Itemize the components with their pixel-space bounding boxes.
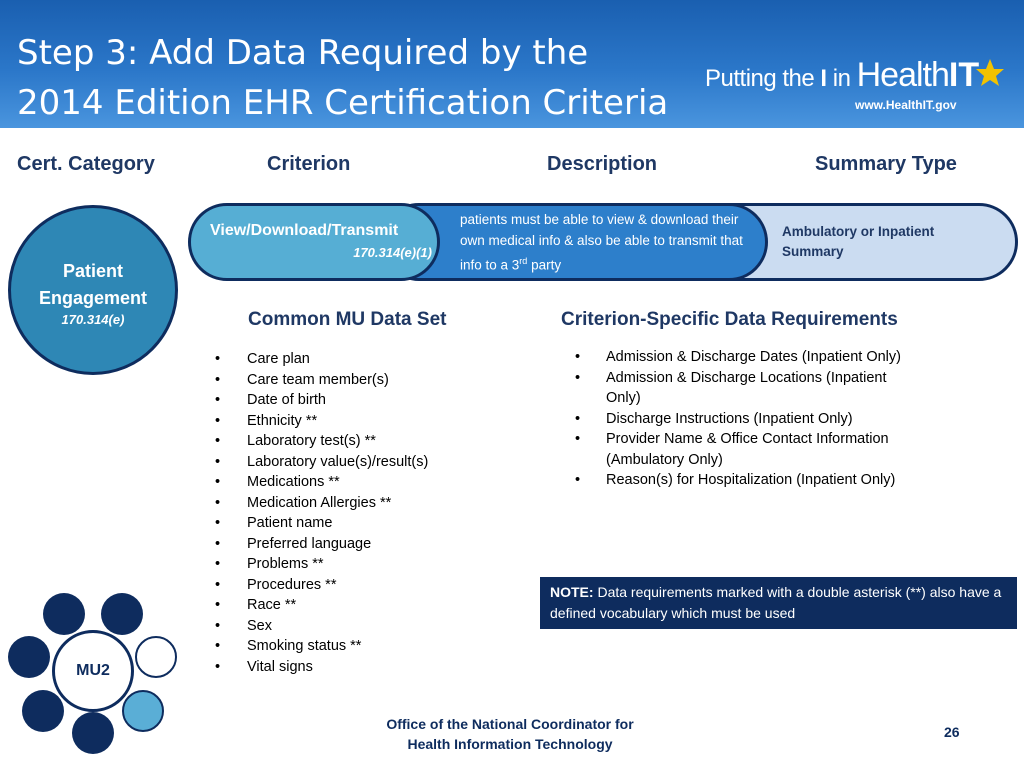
column-head-description: Description bbox=[547, 153, 658, 175]
list-item: • Provider Name & Office Contact Information (Ambulatory Only) bbox=[575, 429, 910, 470]
list-item: • Reason(s) for Hospitalization (Inpatient Only) bbox=[575, 470, 910, 491]
list-item: • Laboratory test(s) ** bbox=[215, 431, 428, 452]
star-icon bbox=[975, 58, 1005, 88]
column-head-summary-type: Summary Type bbox=[815, 153, 957, 175]
page-number: 26 bbox=[944, 724, 960, 740]
list-item: • Sex bbox=[215, 616, 428, 637]
specific-list bbox=[575, 347, 910, 491]
mu-objective-dot bbox=[72, 712, 114, 754]
logo-in-text: in bbox=[826, 65, 857, 92]
mu-objective-dot bbox=[43, 593, 85, 635]
column-head-cert-category: Cert. Category bbox=[17, 153, 155, 175]
mu2-badge: MU2 bbox=[52, 630, 134, 712]
description-text-sup: rd bbox=[519, 256, 528, 266]
common-set-list bbox=[215, 349, 428, 677]
criterion-name: View/Download/Transmit bbox=[210, 222, 399, 239]
mu-objective-dot bbox=[22, 690, 64, 732]
logo-i: I bbox=[820, 65, 827, 92]
mu-objective-dot bbox=[8, 636, 50, 678]
list-item: • Smoking status ** bbox=[215, 636, 428, 657]
list-item: • Date of birth bbox=[215, 390, 428, 411]
list-item: • Ethnicity ** bbox=[215, 411, 428, 432]
list-item: • Medications ** bbox=[215, 472, 428, 493]
note-text: Data requirements marked with a double asterisk (**) also have a defined vocabulary which must be used bbox=[550, 584, 1002, 621]
slide-header bbox=[0, 0, 1024, 128]
list-item: • Care team member(s) bbox=[215, 370, 428, 391]
healthit-url: www.HealthIT.gov bbox=[855, 98, 957, 112]
criterion-pill bbox=[188, 203, 440, 281]
note-label: NOTE: bbox=[550, 584, 594, 600]
footer bbox=[360, 714, 660, 754]
criterion-code: 170.314(e)(1) bbox=[353, 245, 432, 260]
list-item: • Medication Allergies ** bbox=[215, 493, 428, 514]
list-item: • Admission & Discharge Locations (Inpatient Only) bbox=[575, 368, 910, 409]
column-head-criterion: Criterion bbox=[267, 153, 351, 175]
slide-title-line2: 2014 Edition EHR Certification Criteria bbox=[17, 83, 669, 123]
category-circle bbox=[8, 205, 178, 375]
list-item: • Race ** bbox=[215, 595, 428, 616]
slide-title bbox=[17, 28, 668, 128]
mu-objective-dot-outline bbox=[135, 636, 177, 678]
list-item: • Patient name bbox=[215, 513, 428, 534]
list-item: • Preferred language bbox=[215, 534, 428, 555]
list-item: • Care plan bbox=[215, 349, 428, 370]
footer-line2: Health Information Technology bbox=[407, 736, 613, 752]
summary-text: Ambulatory or Inpatient Summary bbox=[782, 224, 935, 259]
list-item: • Admission & Discharge Dates (Inpatient Only) bbox=[575, 347, 910, 368]
category-code: 170.314(e) bbox=[61, 312, 125, 327]
mu-objective-dot bbox=[101, 593, 143, 635]
footer-line1: Office of the National Coordinator for bbox=[386, 716, 634, 732]
list-item: • Vital signs bbox=[215, 657, 428, 678]
list-item: • Problems ** bbox=[215, 554, 428, 575]
note-box bbox=[540, 577, 1017, 629]
description-text-main: patients must be able to view & download their own medical info & also be able to transmit that info to a 3 bbox=[460, 212, 743, 273]
description-text-end: party bbox=[527, 257, 562, 273]
list-item: • Laboratory value(s)/result(s) bbox=[215, 452, 428, 473]
category-name bbox=[11, 258, 175, 312]
healthit-logo bbox=[705, 56, 1005, 95]
specific-heading: Criterion-Specific Data Requirements bbox=[561, 309, 898, 330]
common-set-heading: Common MU Data Set bbox=[248, 309, 447, 330]
logo-health-text: Health bbox=[856, 56, 949, 94]
list-item: • Procedures ** bbox=[215, 575, 428, 596]
category-name-line2: Engagement bbox=[38, 288, 148, 308]
logo-it-text: IT bbox=[948, 56, 980, 94]
logo-putting-text: Putting the bbox=[705, 65, 815, 92]
category-name-line1: Patient bbox=[62, 261, 123, 281]
description-text bbox=[460, 210, 755, 276]
list-item: • Discharge Instructions (Inpatient Only) bbox=[575, 409, 910, 430]
slide-title-line1: Step 3: Add Data Required by the bbox=[17, 33, 589, 73]
mu-objective-dot-active bbox=[122, 690, 164, 732]
